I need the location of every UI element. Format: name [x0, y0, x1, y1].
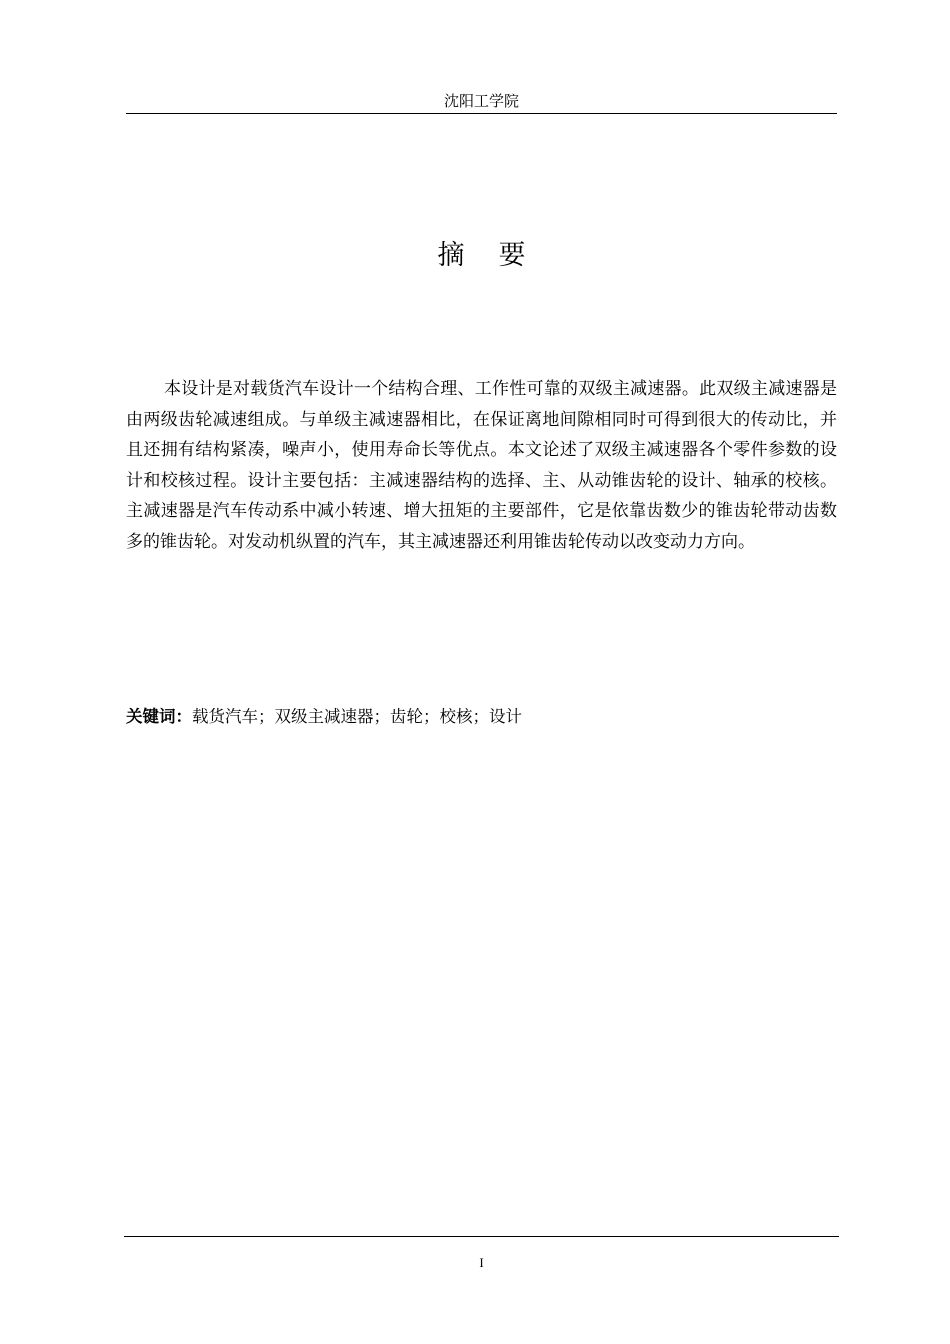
- page-header-institution: 沈阳工学院: [443, 92, 519, 110]
- keywords-label: 关键词：: [126, 707, 192, 726]
- header-divider: [126, 113, 837, 114]
- abstract-paragraph: 本设计是对载货汽车设计一个结构合理、工作性可靠的双级主减速器。此双级主减速器是由两级齿轮减速组成。与单级主减速器相比，在保证离地间隙相同时可得到很大的传动比，并且还拥有结构紧凑，噪声小，使用寿命长等优点。本文论述了双级主减速器各个零件参数的设计和校核过程。设计主要包括：主减速器结构的选择、主、从动锥齿轮的设计、轴承的校核。主减速器是汽车传动系中减小转速、增大扭矩的主要部件，它是依靠齿数少的锥齿轮带动齿数多的锥齿轮。对发动机纵置的汽车，其主减速器还利用锥齿轮传动以改变动力方向。: [126, 379, 837, 552]
- abstract-title: 摘要: [437, 240, 560, 271]
- keywords-value: 载货汽车；双级主减速器；齿轮；校核；设计: [192, 707, 522, 726]
- page-number: I: [479, 1255, 484, 1270]
- footer-divider: [124, 1236, 839, 1237]
- keywords-line: [126, 703, 837, 731]
